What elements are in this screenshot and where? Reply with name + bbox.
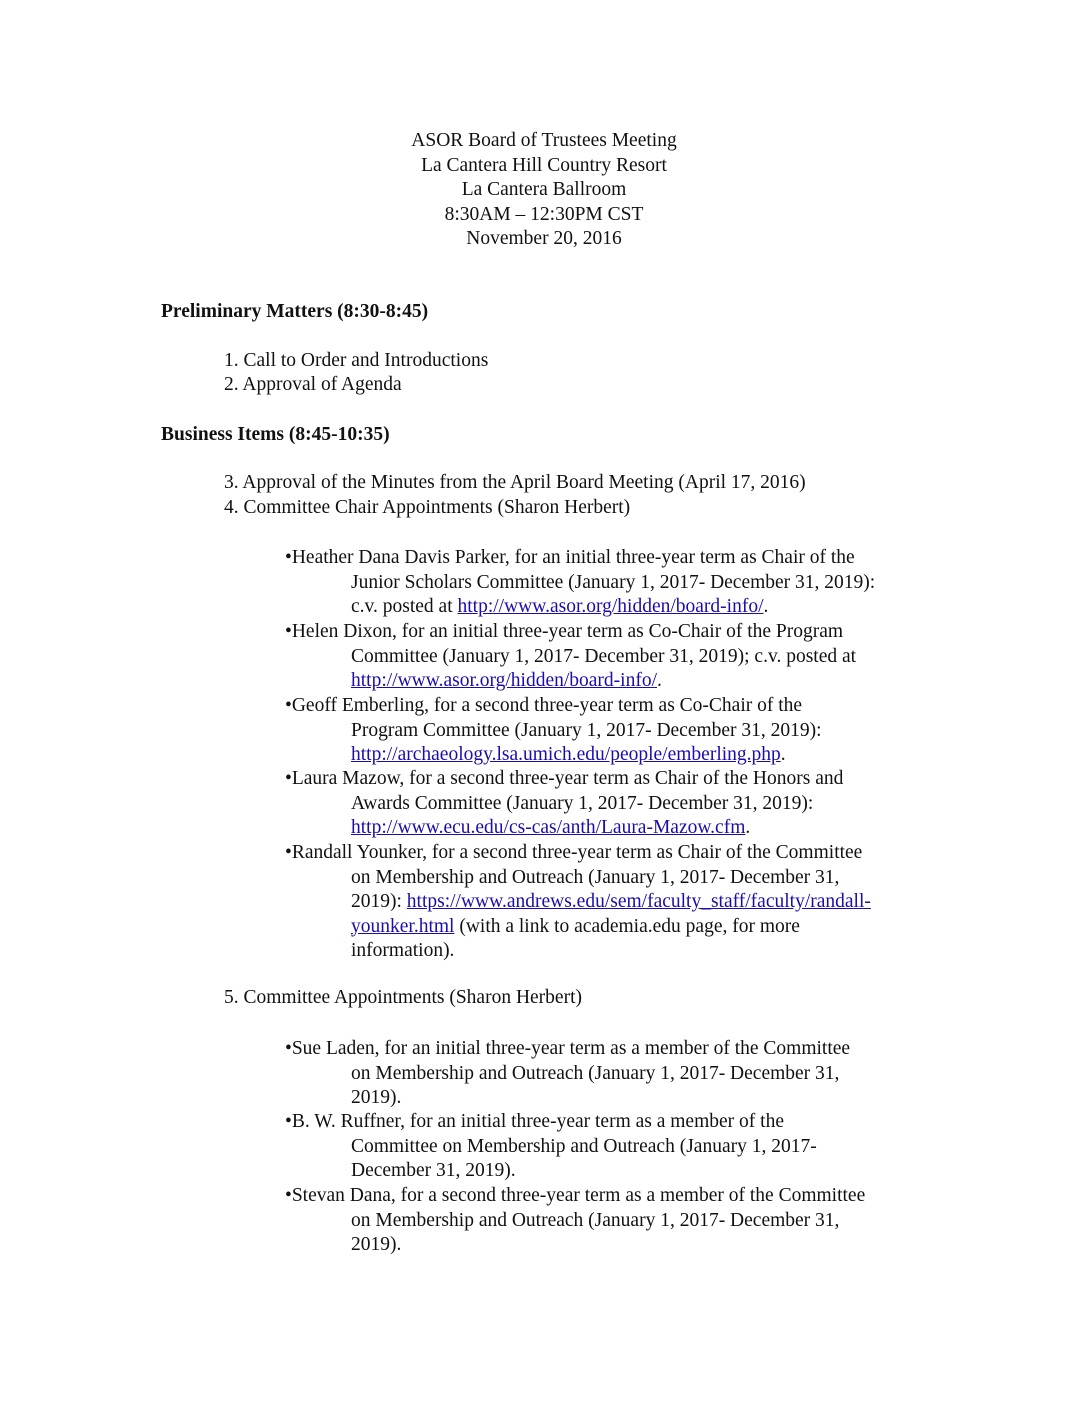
emberling-profile-link[interactable]: http://archaeology.lsa.umich.edu/people/emberling.php (351, 744, 781, 765)
younker-profile-link[interactable]: https://www.andrews.edu/sem/faculty_staff/faculty/randall- (406, 891, 871, 912)
meeting-date: November 20, 2016 (466, 228, 622, 249)
appointment-item: •Stevan Dana, for a second three-year term as a member of the Committee on Membership and Outreach (January 1, 2017- December 31, 2019). (285, 1185, 866, 1255)
appointment-item: •Helen Dixon, for an initial three-year term as Co-Chair of the Program Committee (January 1, 2017- December 31, 2019); c.v. posted at http://www.asor.org/hidden/board-info/. (285, 621, 857, 691)
meeting-room: La Cantera Ballroom (461, 179, 627, 200)
section-heading-business: Business Items (8:45-10:35) (161, 424, 390, 445)
appointment-item: •Laura Mazow, for a second three-year term as Chair of the Honors and Awards Committee (January 1, 2017- December 31, 2019): http://www.ecu.edu/cs-cas/anth/Laura-Mazow.cfm. (285, 768, 844, 838)
younker-profile-link-cont[interactable]: younker.html (351, 915, 455, 937)
board-info-link[interactable]: http://www.asor.org/hidden/board-info/ (457, 596, 764, 617)
agenda-item: 4. Committee Chair Appointments (Sharon Herbert) (224, 497, 631, 518)
agenda-item: 2. Approval of Agenda (224, 374, 402, 395)
agenda-item: 3. Approval of the Minutes from the April Board Meeting (April 17, 2016) (224, 472, 806, 493)
section-heading-preliminary: Preliminary Matters (8:30-8:45) (161, 301, 429, 322)
meeting-time: 8:30AM – 12:30PM CST (444, 203, 644, 225)
meeting-title: ASOR Board of Trustees Meeting (411, 130, 677, 151)
meeting-venue: La Cantera Hill Country Resort (421, 154, 667, 176)
appointment-item: •Randall Younker, for a second three-year term as Chair of the Committee on Membership and Outreach (January 1, 2017- December 31, 2019): https://www.andrews.edu/sem/faculty_staff/faculty/randall- younker.html (with a link to academia.edu page, for more information). (285, 842, 871, 961)
meeting-header (0, 129, 1088, 252)
board-info-link[interactable]: http://www.asor.org/hidden/board-info/ (351, 670, 658, 691)
appointment-item: •Geoff Emberling, for a second three-year term as Co-Chair of the Program Committee (January 1, 2017- December 31, 2019): http://archaeology.lsa.umich.edu/people/emberling.php. (285, 695, 822, 765)
agenda-item: 5. Committee Appointments (Sharon Herbert) (224, 987, 582, 1008)
appointment-item: •Heather Dana Davis Parker, for an initial three-year term as Chair of the Junior Scholars Committee (January 1, 2017- December 31, 2019): c.v. posted at http://www.asor.org/hidden/board-info/. (285, 547, 876, 617)
appointment-item: •Sue Laden, for an initial three-year term as a member of the Committee on Membership and Outreach (January 1, 2017- December 31, 2019). (285, 1038, 851, 1108)
mazow-profile-link[interactable]: http://www.ecu.edu/cs-cas/anth/Laura-Mazow.cfm (351, 817, 746, 838)
appointment-item: •B. W. Ruffner, for an initial three-year term as a member of the Committee on Membership and Outreach (January 1, 2017- December 31, 2019). (285, 1111, 817, 1181)
agenda-item: 1. Call to Order and Introductions (224, 350, 489, 371)
